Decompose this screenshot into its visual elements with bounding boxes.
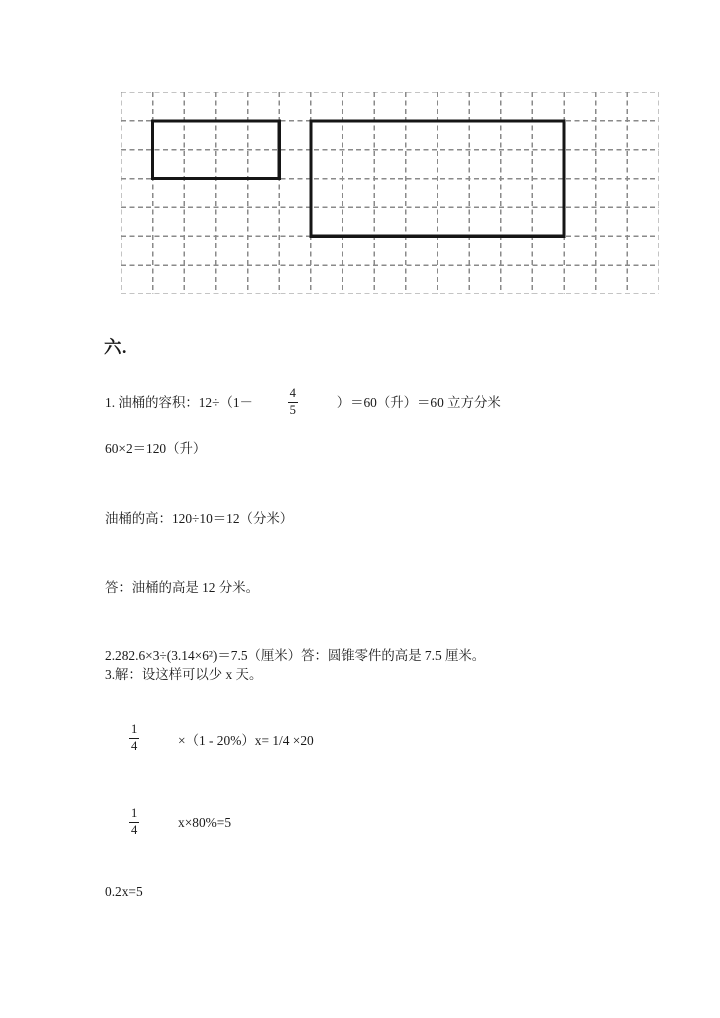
fraction-one-fourth-a	[129, 723, 139, 753]
problem-1-prefix: 1. 油桶的容积：12÷（1－	[105, 395, 253, 411]
section-heading: 六.	[104, 337, 127, 357]
problem-3-setup: 3.解：设这样可以少 x 天。	[105, 667, 263, 682]
problem-3-step-1	[127, 724, 314, 754]
grid-figure	[121, 92, 659, 294]
problem-3-step-1-text: ×（1 - 20%）x= 1/4 ×20	[178, 732, 314, 748]
fraction-numerator: 1	[131, 722, 138, 736]
fraction-one-fourth-b	[129, 807, 139, 837]
fraction-denominator: 5	[289, 402, 296, 417]
fraction-four-fifths	[288, 387, 298, 417]
problem-3-step-2	[127, 808, 231, 838]
fraction-denominator: 4	[131, 738, 138, 753]
problem-3-step-2-text: x×80%=5	[178, 815, 232, 831]
grid-svg	[121, 92, 659, 294]
fraction-numerator: 4	[289, 386, 296, 400]
problem-1-line-c: 油桶的高：120÷10＝12（分米）	[105, 511, 294, 526]
problem-1-line-a	[105, 388, 501, 418]
problem-3-step-3: 0.2x=5	[105, 884, 143, 899]
fraction-denominator: 4	[131, 822, 138, 837]
problem-1-answer: 答：油桶的高是 12 分米。	[105, 580, 259, 595]
problem-2-line: 2.282.6×3÷(3.14×6²)＝7.5（厘米）答：圆锥零件的高是 7.5 厘米。	[105, 648, 486, 663]
problem-1-suffix: ）＝60（升）＝60 立方分米	[336, 395, 501, 411]
fraction-numerator: 1	[131, 806, 138, 820]
problem-1-line-b: 60×2＝120（升）	[105, 441, 207, 456]
